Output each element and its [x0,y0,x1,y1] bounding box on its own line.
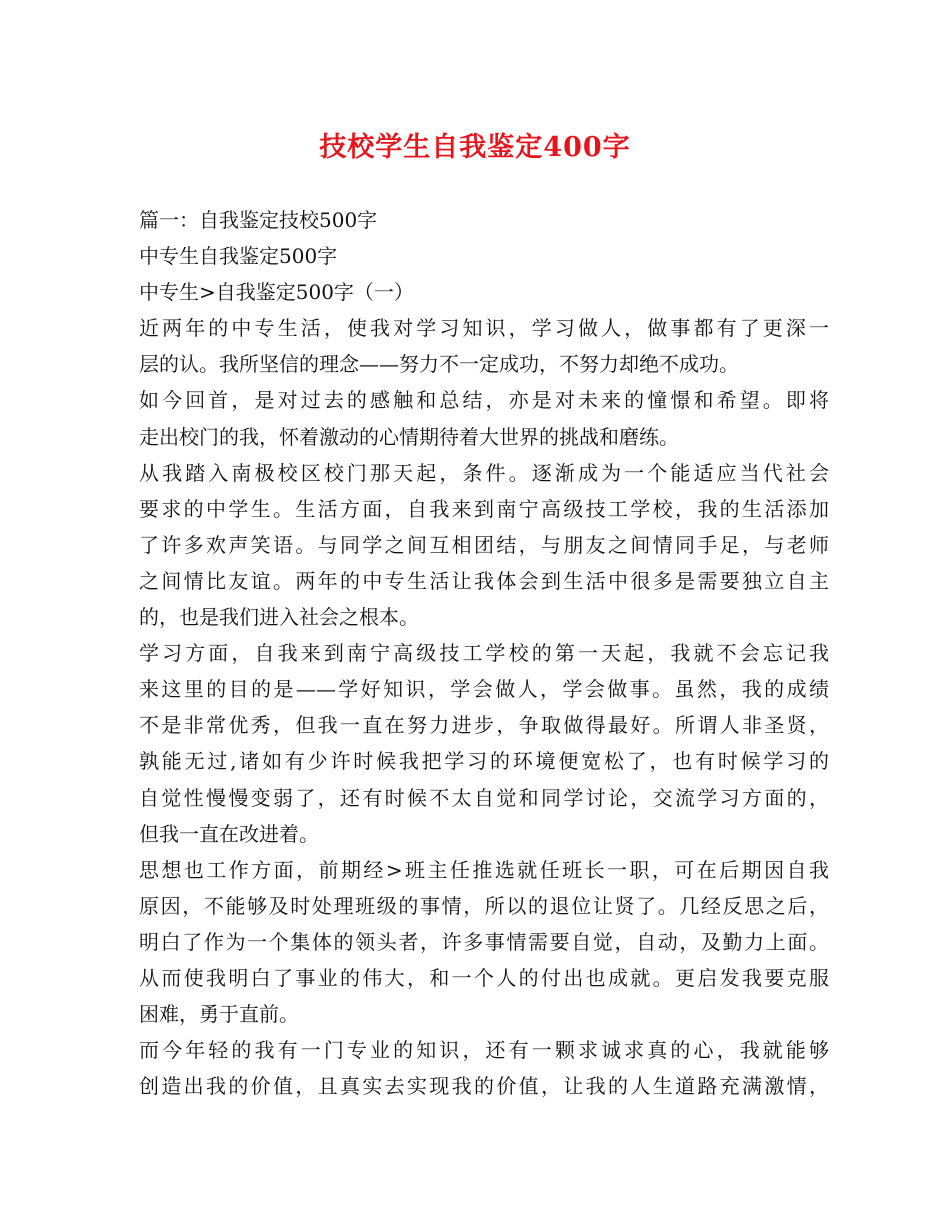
body-line: 层的认。我所坚信的理念——努力不一定成功，不努力却绝不成功。 [139,352,739,377]
body-line: 但我一直在改进着。 [139,821,319,846]
body-line: 篇一：自我鉴定技校500字 [139,208,378,232]
body-line: 从而使我明白了事业的伟大，和一个人的付出也成就。更启发我要克服 [139,965,829,990]
body-line: 如今回首，是对过去的感触和总结，亦是对未来的憧憬和希望。即将 [139,388,829,413]
body-line: 中专生自我鉴定500字 [139,244,338,269]
body-line: 之间情比友谊。两年的中专生活让我体会到生活中很多是需要独立自主 [139,568,829,593]
body-line: 创造出我的价值，且真实去实现我的价值，让我的人生道路充满激情， [139,1074,829,1099]
body-line: 不是非常优秀，但我一直在努力进步，争取做得最好。所谓人非圣贤， [139,713,829,738]
body-line: 而今年轻的我有一门专业的知识，还有一颗求诚求真的心，我就能够 [139,1038,829,1063]
body-line: 从我踏入南极校区校门那天起，条件。逐渐成为一个能适应当代社会 [139,460,829,485]
body-line: 困难，勇于直前。 [139,1002,299,1027]
body-line: 的，也是我们进入社会之根本。 [139,605,419,630]
body-line: 学习方面，自我来到南宁高级技工学校的第一天起，我就不会忘记我 [139,641,829,666]
body-line: 要求的中学生。生活方面，自我来到南宁高级技工学校，我的生活添加 [139,496,829,521]
body-line: 来这里的目的是——学好知识，学会做人，学会做事。虽然，我的成绩 [139,677,829,702]
body-line: 孰能无过,诸如有少许时候我把学习的环境便宽松了，也有时候学习的 [139,749,829,774]
document-body [139,202,829,1104]
body-line: 思想也工作方面，前期经>班主任推选就任班长一职，可在后期因自我 [139,857,829,882]
body-line: 明白了作为一个集体的领头者，许多事情需要自觉，自动，及勤力上面。 [139,929,829,954]
document-title: 技校学生自我鉴定400字 [319,132,631,163]
body-line: 自觉性慢慢变弱了，还有时候不太自觉和同学讨论，交流学习方面的， [139,785,829,810]
body-line: 中专生>自我鉴定500字（一） [139,280,414,305]
body-line: 了许多欢声笑语。与同学之间互相团结，与朋友之间情同手足，与老师 [139,532,829,557]
body-line: 走出校门的我，怀着激动的心情期待着大世界的挑战和磨练。 [139,424,679,449]
body-line: 近两年的中专生活，使我对学习知识，学习做人，做事都有了更深一 [139,316,829,341]
body-line: 原因，不能够及时处理班级的事情，所以的退位让贤了。几经反思之后， [139,893,829,918]
